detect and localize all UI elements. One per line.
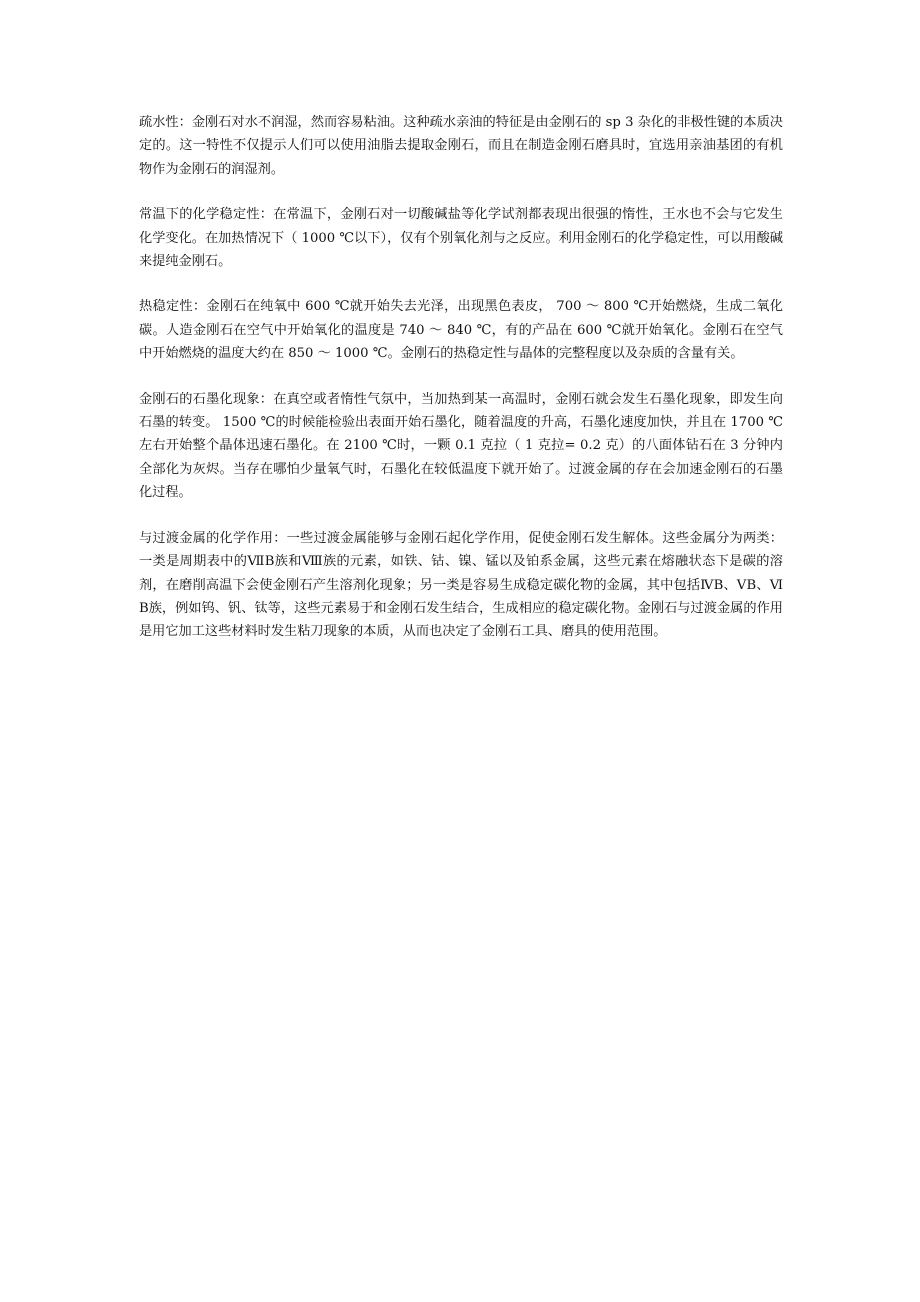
paragraph-graphitization: 金刚石的石墨化现象：在真空或者惰性气氛中，当加热到某一高温时，金刚石就会发生石墨化现象，即发生向石墨的转变。 1500 ℃的时候能检验出表面开始石墨化，随着温度的升高，石墨化速度加快，并且在 1700 ℃左右开始整个晶体迅速石墨化。在 2100 ℃时，一颗 0.1 克拉（ 1 克拉= 0.2 克）的八面体钻石在 3 分钟内全部化为灰烬。当存在哪怕少量氧气时，石墨化在较低温度下就开始了。过渡金属的存在会加速金刚石的石墨化过程。 — [139, 391, 783, 501]
paragraph-chemical-stability: 常温下的化学稳定性：在常温下，金刚石对一切酸碱盐等化学试剂都表现出很强的惰性，王水也不会与它发生化学变化。在加热情况下（ 1000 ℃以下），仅有个别氧化剂与之反应。利用金刚石的化学稳定性，可以用酸碱来提纯金刚石。 — [139, 207, 783, 270]
paragraph-hydrophobicity: 疏水性：金刚石对水不润湿，然而容易粘油。这种疏水亲油的特征是由金刚石的 sp 3 杂化的非极性键的本质决定的。这一特性不仅提示人们可以使用油脂去提取金刚石，而且在制造金刚石磨具时，宜选用亲油基团的有机物作为金刚石的润湿剂。 — [139, 115, 783, 177]
document-body — [139, 111, 783, 666]
paragraph-thermal-stability: 热稳定性：金刚石在纯氧中 600 ℃就开始失去光泽，出现黑色表皮， 700 ～ 800 ℃开始燃烧，生成二氧化碳。人造金刚石在空气中开始氧化的温度是 740 ～ 840 ℃，有的产品在 600 ℃就开始氧化。金刚石在空气中开始燃烧的温度大约在 850 ～ 1000 ℃。金刚石的热稳定性与晶体的完整程度以及杂质的含量有关。 — [139, 299, 783, 362]
paragraph-transition-metals: 与过渡金属的化学作用：一些过渡金属能够与金刚石起化学作用，促使金刚石发生解体。这些金属分为两类：一类是周期表中的ⅦB族和Ⅷ族的元素，如铁、钴、镍、锰以及铂系金属，这些元素在熔融状态下是碳的溶剂，在磨削高温下会使金刚石产生溶剂化现象；另一类是容易生成稳定碳化物的金属，其中包括ⅣB、ⅤB、ⅥB族，例如钨、钒、钛等，这些元素易于和金刚石发生结合，生成相应的稳定碳化物。金刚石与过渡金属的作用是用它加工这些材料时发生粘刀现象的本质，从而也决定了金刚石工具、磨具的使用范围。 — [139, 530, 783, 640]
